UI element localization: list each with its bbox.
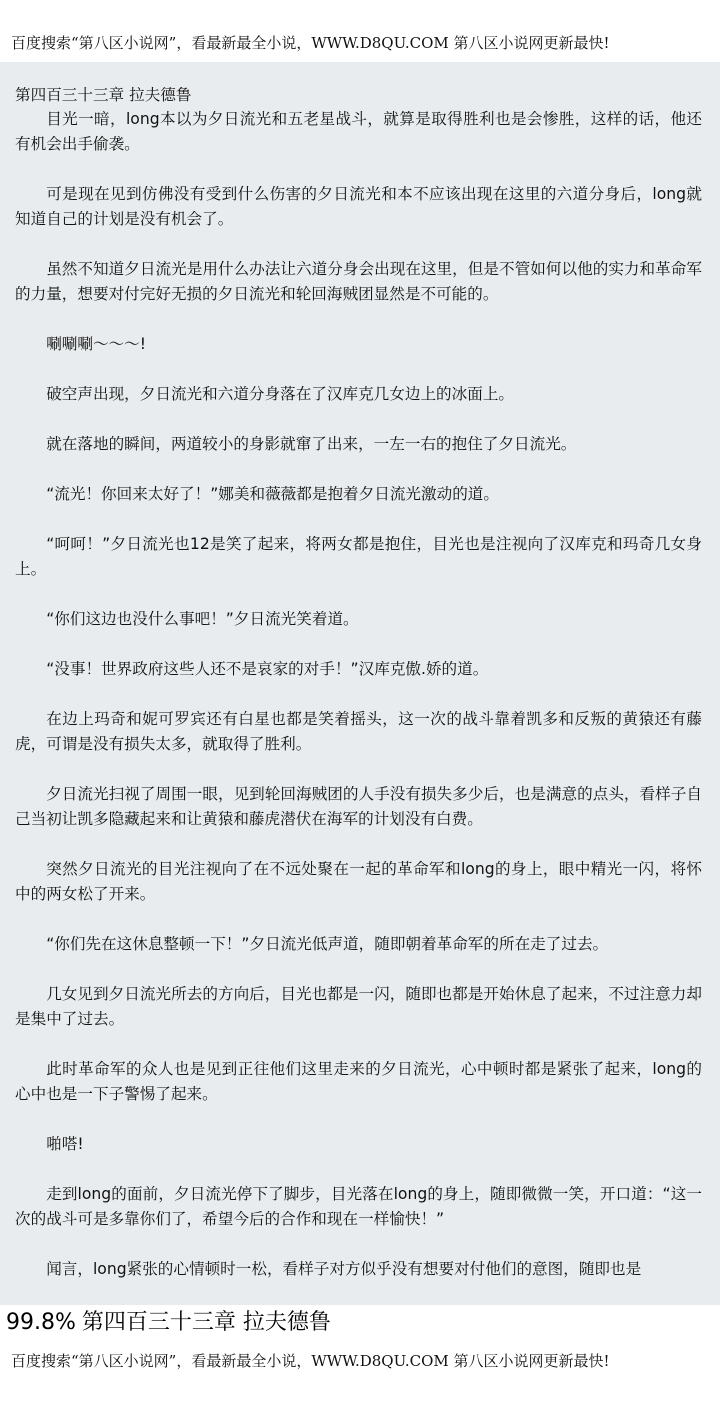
chapter-content: [0, 62, 720, 1305]
paragraph: 啪嗒!: [46, 1135, 84, 1153]
paragraph: 夕日流光扫视了周围一眼，见到轮回海贼团的人手没有损失多少后，也是满意的点头，看样子自己当初让凯多隐藏起来和让黄猿和藤虎潜伏在海军的计划没有白费。: [15, 785, 702, 828]
paragraph: “没事！世界政府这些人还不是哀家的对手！”汉库克傲.娇的道。: [46, 660, 489, 678]
progress-percent: 99.8%: [6, 1310, 76, 1335]
paragraph: “你们这边也没什么事吧！”夕日流光笑着道。: [46, 610, 359, 628]
bottom-banner-text: 百度搜索“第八区小说网”，看最新最全小说，WWW.D8QU.COM 第八区小说网更新最快!: [11, 1352, 610, 1370]
paragraph: 唰唰唰～～～!: [46, 335, 147, 353]
chapter-title: 第四百三十三章 拉夫德鲁: [15, 86, 192, 104]
paragraph: 目光一暗，long本以为夕日流光和五老星战斗，就算是取得胜利也是会惨胜，这样的话，他还有机会出手偷袭。: [15, 110, 702, 153]
paragraph: 几女见到夕日流光所去的方向后，目光也都是一闪，随即也都是开始休息了起来，不过注意力却是集中了过去。: [15, 985, 702, 1028]
paragraph: 破空声出现，夕日流光和六道分身落在了汉库克几女边上的冰面上。: [46, 385, 515, 403]
paragraph: 走到long的面前，夕日流光停下了脚步，目光落在long的身上，随即微微一笑，开口道：“这一次的战斗可是多靠你们了，希望今后的合作和现在一样愉快！”: [15, 1185, 702, 1228]
paragraph: 可是现在见到仿佛没有受到什么伤害的夕日流光和本不应该出现在这里的六道分身后，long就知道自己的计划是没有机会了。: [15, 185, 702, 228]
paragraph: 就在落地的瞬间，两道较小的身影就窜了出来，一左一右的抱住了夕日流光。: [46, 435, 577, 453]
top-banner: [0, 0, 720, 62]
paragraph: 在边上玛奇和妮可罗宾还有白星也都是笑着摇头，这一次的战斗靠着凯多和反叛的黄猿还有藤虎，可谓是没有损失太多，就取得了胜利。: [15, 710, 702, 753]
footer-chapter-title: 第四百三十三章 拉夫德鲁: [81, 1310, 331, 1335]
reading-progress-footer: [0, 1305, 720, 1340]
paragraph: 闻言，long紧张的心情顿时一松，看样子对方似乎没有想要对付他们的意图，随即也是: [46, 1260, 642, 1278]
top-banner-text: 百度搜索“第八区小说网”，看最新最全小说，WWW.D8QU.COM 第八区小说网更新最快!: [11, 34, 610, 52]
paragraph: “流光！你回来太好了！”娜美和薇薇都是抱着夕日流光激动的道。: [46, 485, 499, 503]
paragraph: 虽然不知道夕日流光是用什么办法让六道分身会出现在这里，但是不管如何以他的实力和革命军的力量，想要对付完好无损的夕日流光和轮回海贼团显然是不可能的。: [15, 260, 702, 303]
paragraph: 此时革命军的众人也是见到正往他们这里走来的夕日流光，心中顿时都是紧张了起来，long的心中也是一下子警惕了起来。: [15, 1060, 702, 1103]
paragraph: 突然夕日流光的目光注视向了在不远处聚在一起的革命军和long的身上，眼中精光一闪，将怀中的两女松了开来。: [15, 860, 702, 903]
paragraph: “你们先在这休息整顿一下！”夕日流光低声道，随即朝着革命军的所在走了过去。: [46, 935, 609, 953]
paragraph: “呵呵！”夕日流光也12是笑了起来，将两女都是抱住，目光也是注视向了汉库克和玛奇几女身上。: [15, 535, 702, 578]
bottom-banner: [0, 1340, 720, 1402]
